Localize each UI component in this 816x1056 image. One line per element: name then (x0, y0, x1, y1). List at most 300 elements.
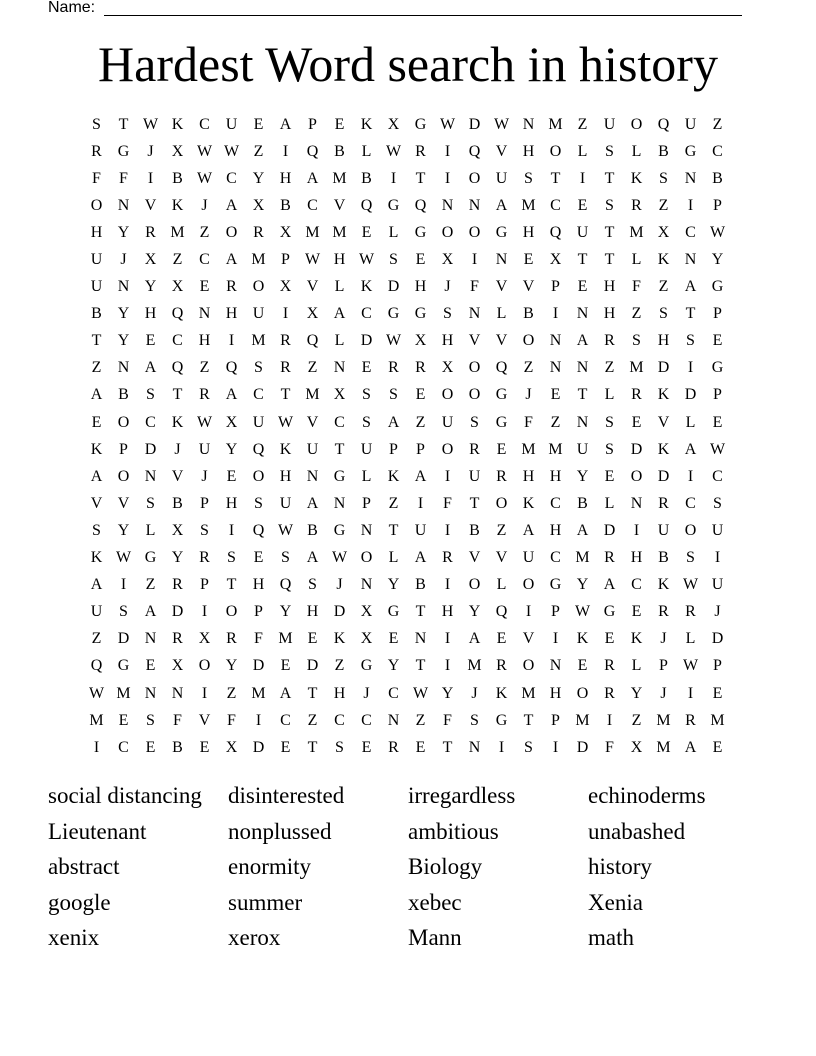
grid-letter[interactable]: E (712, 738, 723, 756)
grid-letter[interactable]: I (687, 684, 694, 702)
grid-letter[interactable]: P (362, 494, 371, 512)
grid-letter[interactable]: I (201, 684, 208, 702)
name-field[interactable] (48, 0, 742, 16)
grid-letter[interactable]: U (90, 603, 103, 621)
grid-letter[interactable]: M (710, 711, 725, 729)
grid-letter[interactable]: O (441, 223, 454, 241)
grid-letter[interactable]: P (416, 440, 425, 458)
grid-letter[interactable]: J (201, 196, 208, 214)
grid-letter[interactable]: S (470, 413, 479, 431)
grid-letter[interactable]: T (172, 386, 183, 404)
grid-letter[interactable]: Z (577, 115, 588, 133)
grid-letter[interactable]: W (385, 332, 402, 350)
grid-letter[interactable]: H (225, 494, 238, 512)
grid-letter[interactable]: A (90, 467, 103, 485)
grid-letter[interactable]: N (333, 359, 346, 377)
grid-letter[interactable]: E (577, 196, 588, 214)
grid-letter[interactable]: T (577, 386, 588, 404)
grid-letter[interactable]: X (414, 332, 427, 350)
grid-letter[interactable]: M (656, 738, 671, 756)
grid-letter[interactable]: V (522, 630, 535, 648)
grid-letter[interactable]: S (470, 711, 479, 729)
grid-letter[interactable]: I (498, 738, 505, 756)
grid-letter[interactable]: X (657, 223, 670, 241)
grid-letter[interactable]: Y (144, 278, 157, 296)
grid-letter[interactable]: N (549, 657, 562, 675)
grid-letter[interactable]: T (118, 115, 129, 133)
grid-letter[interactable]: L (685, 413, 696, 431)
grid-letter[interactable]: P (308, 115, 317, 133)
grid-letter[interactable]: H (630, 549, 643, 567)
grid-letter[interactable]: V (306, 278, 319, 296)
grid-letter[interactable]: R (658, 494, 669, 512)
grid-letter[interactable]: E (415, 251, 426, 269)
grid-letter[interactable]: W (493, 115, 510, 133)
grid-letter[interactable]: A (279, 684, 292, 702)
grid-letter[interactable]: T (577, 251, 588, 269)
grid-letter[interactable]: E (253, 549, 264, 567)
grid-letter[interactable]: C (712, 467, 723, 485)
grid-letter[interactable]: U (225, 115, 238, 133)
grid-letter[interactable]: S (362, 413, 371, 431)
grid-letter[interactable]: H (333, 684, 346, 702)
grid-letter[interactable]: C (199, 115, 210, 133)
grid-letter[interactable]: G (333, 521, 346, 539)
grid-letter[interactable]: E (91, 413, 102, 431)
grid-letter[interactable]: T (604, 223, 615, 241)
grid-letter[interactable]: Z (226, 684, 237, 702)
grid-letter[interactable]: S (659, 305, 668, 323)
grid-letter[interactable]: L (334, 278, 345, 296)
grid-letter[interactable]: G (414, 115, 427, 133)
grid-letter[interactable]: Z (415, 711, 426, 729)
grid-letter[interactable]: C (118, 738, 129, 756)
grid-letter[interactable]: S (443, 305, 452, 323)
grid-letter[interactable]: E (361, 359, 372, 377)
grid-letter[interactable]: H (279, 467, 292, 485)
grid-letter[interactable]: C (361, 711, 372, 729)
grid-letter[interactable]: J (444, 278, 451, 296)
grid-letter[interactable]: S (524, 169, 533, 187)
grid-letter[interactable]: O (117, 467, 130, 485)
grid-letter[interactable]: L (361, 142, 372, 160)
grid-letter[interactable]: T (685, 305, 696, 323)
grid-letter[interactable]: Z (712, 115, 723, 133)
grid-letter[interactable]: I (606, 711, 613, 729)
grid-letter[interactable]: V (468, 549, 481, 567)
grid-letter[interactable]: A (279, 115, 292, 133)
grid-letter[interactable]: D (252, 738, 265, 756)
grid-letter[interactable]: Z (631, 711, 642, 729)
grid-letter[interactable]: F (254, 630, 263, 648)
grid-letter[interactable]: B (415, 576, 426, 594)
grid-letter[interactable]: O (252, 467, 265, 485)
grid-letter[interactable]: M (170, 223, 185, 241)
grid-letter[interactable]: I (228, 332, 235, 350)
grid-letter[interactable]: I (444, 142, 451, 160)
grid-letter[interactable]: O (522, 657, 535, 675)
grid-letter[interactable]: C (334, 711, 345, 729)
grid-letter[interactable]: D (144, 440, 157, 458)
grid-letter[interactable]: Z (199, 359, 210, 377)
grid-letter[interactable]: B (118, 386, 129, 404)
grid-letter[interactable]: N (117, 278, 130, 296)
grid-letter[interactable]: T (442, 738, 453, 756)
grid-letter[interactable]: Q (279, 576, 292, 594)
grid-letter[interactable]: P (200, 576, 209, 594)
grid-letter[interactable]: L (631, 657, 642, 675)
grid-letter[interactable]: I (444, 467, 451, 485)
grid-letter[interactable]: N (144, 630, 157, 648)
grid-letter[interactable]: R (604, 549, 615, 567)
grid-letter[interactable]: A (684, 738, 697, 756)
grid-letter[interactable]: Y (711, 251, 724, 269)
grid-letter[interactable]: V (495, 278, 508, 296)
grid-letter[interactable]: R (199, 549, 210, 567)
grid-letter[interactable]: D (657, 467, 670, 485)
grid-letter[interactable]: M (89, 711, 104, 729)
grid-letter[interactable]: A (333, 305, 346, 323)
grid-letter[interactable]: M (251, 251, 266, 269)
grid-letter[interactable]: Y (117, 223, 130, 241)
grid-letter[interactable]: I (282, 142, 289, 160)
grid-letter[interactable]: L (496, 576, 507, 594)
grid-letter[interactable]: G (495, 386, 508, 404)
grid-letter[interactable]: Y (279, 603, 292, 621)
grid-letter[interactable]: R (145, 223, 156, 241)
grid-letter[interactable]: M (548, 440, 563, 458)
grid-letter[interactable]: K (90, 549, 103, 567)
grid-letter[interactable]: L (361, 467, 372, 485)
grid-letter[interactable]: U (441, 413, 454, 431)
grid-letter[interactable]: L (334, 332, 345, 350)
grid-letter[interactable]: U (711, 521, 724, 539)
grid-letter[interactable]: M (548, 115, 563, 133)
grid-letter[interactable]: V (333, 196, 346, 214)
grid-letter[interactable]: M (278, 630, 293, 648)
grid-letter[interactable]: F (605, 738, 614, 756)
grid-letter[interactable]: E (712, 413, 723, 431)
grid-letter[interactable]: H (603, 305, 616, 323)
grid-letter[interactable]: M (332, 223, 347, 241)
grid-letter[interactable]: N (144, 467, 157, 485)
grid-letter[interactable]: N (144, 684, 157, 702)
grid-letter[interactable]: O (198, 657, 211, 675)
grid-letter[interactable]: E (361, 223, 372, 241)
grid-letter[interactable]: H (603, 278, 616, 296)
grid-letter[interactable]: J (363, 684, 370, 702)
grid-letter[interactable]: W (709, 223, 726, 241)
grid-letter[interactable]: R (469, 440, 480, 458)
grid-letter[interactable]: Z (523, 359, 534, 377)
grid-letter[interactable]: C (145, 413, 156, 431)
grid-letter[interactable]: V (117, 494, 130, 512)
grid-letter[interactable]: Z (334, 657, 345, 675)
grid-letter[interactable]: V (468, 332, 481, 350)
grid-letter[interactable]: K (333, 630, 346, 648)
grid-letter[interactable]: K (657, 440, 670, 458)
grid-letter[interactable]: X (225, 738, 238, 756)
grid-letter[interactable]: O (468, 223, 481, 241)
grid-letter[interactable]: Z (658, 278, 669, 296)
grid-letter[interactable]: P (551, 711, 560, 729)
grid-letter[interactable]: D (603, 521, 616, 539)
grid-letter[interactable]: B (658, 549, 669, 567)
grid-letter[interactable]: L (631, 251, 642, 269)
grid-letter[interactable]: X (279, 278, 292, 296)
grid-letter[interactable]: I (228, 521, 235, 539)
grid-letter[interactable]: C (550, 494, 561, 512)
grid-letter[interactable]: S (659, 169, 668, 187)
grid-letter[interactable]: R (685, 711, 696, 729)
grid-letter[interactable]: H (225, 305, 238, 323)
grid-letter[interactable]: I (201, 603, 208, 621)
grid-letter[interactable]: N (171, 684, 184, 702)
grid-letter[interactable]: R (496, 657, 507, 675)
grid-letter[interactable]: S (686, 549, 695, 567)
grid-letter[interactable]: N (549, 332, 562, 350)
grid-letter[interactable]: X (387, 115, 400, 133)
grid-letter[interactable]: P (713, 305, 722, 323)
grid-letter[interactable]: I (714, 549, 721, 567)
grid-letter[interactable]: O (630, 467, 643, 485)
grid-letter[interactable]: Y (576, 467, 589, 485)
grid-letter[interactable]: A (90, 386, 103, 404)
grid-letter[interactable]: N (414, 630, 427, 648)
grid-letter[interactable]: P (254, 603, 263, 621)
grid-letter[interactable]: W (223, 142, 240, 160)
grid-letter[interactable]: Z (415, 413, 426, 431)
grid-letter[interactable]: G (333, 467, 346, 485)
grid-letter[interactable]: E (334, 115, 345, 133)
grid-letter[interactable]: Z (172, 251, 183, 269)
grid-letter[interactable]: X (171, 657, 184, 675)
grid-letter[interactable]: B (307, 521, 318, 539)
grid-letter[interactable]: Y (252, 169, 265, 187)
grid-letter[interactable]: M (305, 386, 320, 404)
grid-letter[interactable]: U (252, 413, 265, 431)
grid-letter[interactable]: U (279, 494, 292, 512)
grid-letter[interactable]: F (470, 278, 479, 296)
grid-letter[interactable]: T (388, 521, 399, 539)
grid-letter[interactable]: Y (387, 657, 400, 675)
grid-letter[interactable]: S (200, 521, 209, 539)
grid-letter[interactable]: Q (306, 142, 319, 160)
grid-letter[interactable]: E (631, 603, 642, 621)
grid-letter[interactable]: U (90, 278, 103, 296)
grid-letter[interactable]: N (360, 521, 373, 539)
grid-letter[interactable]: Q (495, 359, 508, 377)
grid-letter[interactable]: Y (387, 576, 400, 594)
grid-letter[interactable]: X (333, 386, 346, 404)
grid-letter[interactable]: V (657, 413, 670, 431)
grid-letter[interactable]: G (414, 223, 427, 241)
grid-letter[interactable]: R (415, 359, 426, 377)
grid-letter[interactable]: M (251, 684, 266, 702)
grid-letter[interactable]: I (444, 657, 451, 675)
grid-letter[interactable]: O (252, 278, 265, 296)
grid-letter[interactable]: E (388, 630, 399, 648)
grid-letter[interactable]: D (630, 440, 643, 458)
grid-letter[interactable]: K (630, 630, 643, 648)
grid-letter[interactable]: M (251, 332, 266, 350)
grid-letter[interactable]: H (333, 251, 346, 269)
grid-letter[interactable]: J (174, 440, 181, 458)
grid-letter[interactable]: I (390, 169, 397, 187)
grid-letter[interactable]: H (549, 684, 562, 702)
grid-letter[interactable]: D (657, 359, 670, 377)
grid-letter[interactable]: U (468, 467, 481, 485)
grid-letter[interactable]: I (147, 169, 154, 187)
grid-letter[interactable]: H (90, 223, 103, 241)
grid-letter[interactable]: E (577, 278, 588, 296)
grid-letter[interactable]: L (496, 305, 507, 323)
grid-letter[interactable]: U (657, 521, 670, 539)
grid-letter[interactable]: I (552, 305, 559, 323)
grid-letter[interactable]: M (305, 223, 320, 241)
grid-letter[interactable]: A (225, 196, 238, 214)
grid-letter[interactable]: O (117, 413, 130, 431)
grid-letter[interactable]: N (630, 494, 643, 512)
grid-letter[interactable]: E (496, 630, 507, 648)
grid-letter[interactable]: G (387, 603, 400, 621)
grid-letter[interactable]: T (523, 711, 534, 729)
grid-letter[interactable]: Z (145, 576, 156, 594)
grid-letter[interactable]: R (388, 359, 399, 377)
grid-letter[interactable]: X (441, 359, 454, 377)
grid-letter[interactable]: K (171, 196, 184, 214)
grid-letter[interactable]: L (388, 223, 399, 241)
grid-letter[interactable]: C (280, 711, 291, 729)
grid-letter[interactable]: M (575, 549, 590, 567)
grid-letter[interactable]: K (630, 169, 643, 187)
grid-letter[interactable]: H (414, 278, 427, 296)
grid-letter[interactable]: C (631, 576, 642, 594)
grid-letter[interactable]: N (387, 711, 400, 729)
grid-letter[interactable]: K (576, 630, 589, 648)
grid-letter[interactable]: E (145, 332, 156, 350)
grid-letter[interactable]: R (685, 603, 696, 621)
grid-letter[interactable]: N (441, 196, 454, 214)
grid-letter[interactable]: E (361, 738, 372, 756)
grid-letter[interactable]: M (629, 223, 644, 241)
grid-letter[interactable]: U (252, 305, 265, 323)
grid-letter[interactable]: Y (117, 332, 130, 350)
grid-letter[interactable]: F (227, 711, 236, 729)
grid-letter[interactable]: J (660, 684, 667, 702)
grid-letter[interactable]: W (439, 115, 456, 133)
grid-letter[interactable]: P (551, 278, 560, 296)
grid-letter[interactable]: Y (441, 684, 454, 702)
grid-letter[interactable]: T (91, 332, 102, 350)
grid-letter[interactable]: R (388, 738, 399, 756)
grid-letter[interactable]: J (120, 251, 127, 269)
grid-letter[interactable]: P (119, 440, 128, 458)
grid-letter[interactable]: Z (496, 521, 507, 539)
grid-letter[interactable]: Q (549, 223, 562, 241)
grid-letter[interactable]: O (522, 332, 535, 350)
grid-letter[interactable]: K (171, 115, 184, 133)
grid-letter[interactable]: Q (252, 440, 265, 458)
grid-letter[interactable]: W (682, 576, 699, 594)
grid-letter[interactable]: F (173, 711, 182, 729)
grid-letter[interactable]: N (495, 251, 508, 269)
grid-letter[interactable]: H (549, 467, 562, 485)
grid-letter[interactable]: M (116, 684, 131, 702)
grid-letter[interactable]: G (495, 223, 508, 241)
grid-letter[interactable]: X (252, 196, 265, 214)
grid-letter[interactable]: K (90, 440, 103, 458)
grid-letter[interactable]: T (550, 169, 561, 187)
grid-letter[interactable]: R (199, 386, 210, 404)
grid-letter[interactable]: U (198, 440, 211, 458)
grid-letter[interactable]: S (605, 413, 614, 431)
grid-letter[interactable]: W (412, 684, 429, 702)
grid-letter[interactable]: P (551, 603, 560, 621)
grid-letter[interactable]: A (144, 359, 157, 377)
grid-letter[interactable]: O (225, 603, 238, 621)
grid-letter[interactable]: G (603, 603, 616, 621)
grid-letter[interactable]: H (657, 332, 670, 350)
grid-letter[interactable]: E (604, 467, 615, 485)
grid-letter[interactable]: G (117, 657, 130, 675)
grid-letter[interactable]: K (360, 115, 373, 133)
grid-letter[interactable]: I (120, 576, 127, 594)
grid-letter[interactable]: J (201, 467, 208, 485)
grid-letter[interactable]: L (388, 549, 399, 567)
grid-letter[interactable]: E (712, 332, 723, 350)
grid-letter[interactable]: N (684, 169, 697, 187)
grid-letter[interactable]: M (521, 196, 536, 214)
grid-letter[interactable]: W (277, 413, 294, 431)
grid-letter[interactable]: S (146, 386, 155, 404)
grid-letter[interactable]: W (196, 142, 213, 160)
grid-letter[interactable]: B (172, 738, 183, 756)
grid-letter[interactable]: I (525, 603, 532, 621)
grid-letter[interactable]: K (657, 251, 670, 269)
grid-letter[interactable]: B (658, 142, 669, 160)
grid-letter[interactable]: G (711, 359, 724, 377)
grid-letter[interactable]: Z (631, 305, 642, 323)
grid-letter[interactable]: T (415, 603, 426, 621)
grid-letter[interactable]: Z (307, 711, 318, 729)
grid-letter[interactable]: Z (604, 359, 615, 377)
grid-letter[interactable]: I (633, 521, 640, 539)
grid-letter[interactable]: K (657, 386, 670, 404)
grid-letter[interactable]: H (522, 142, 535, 160)
grid-letter[interactable]: Z (658, 196, 669, 214)
grid-letter[interactable]: L (685, 630, 696, 648)
grid-letter[interactable]: E (253, 115, 264, 133)
grid-letter[interactable]: U (360, 440, 373, 458)
grid-letter[interactable]: Y (576, 576, 589, 594)
grid-letter[interactable]: G (387, 196, 400, 214)
grid-letter[interactable]: Q (468, 142, 481, 160)
grid-letter[interactable]: W (574, 603, 591, 621)
grid-letter[interactable]: G (117, 142, 130, 160)
grid-letter[interactable]: Q (171, 305, 184, 323)
grid-letter[interactable]: U (576, 223, 589, 241)
grid-letter[interactable]: O (441, 440, 454, 458)
grid-letter[interactable]: V (90, 494, 103, 512)
grid-letter[interactable]: R (280, 359, 291, 377)
grid-letter[interactable]: B (172, 169, 183, 187)
grid-letter[interactable]: E (199, 738, 210, 756)
grid-letter[interactable]: B (577, 494, 588, 512)
grid-letter[interactable]: W (331, 549, 348, 567)
grid-letter[interactable]: U (603, 115, 616, 133)
grid-letter[interactable]: V (171, 467, 184, 485)
